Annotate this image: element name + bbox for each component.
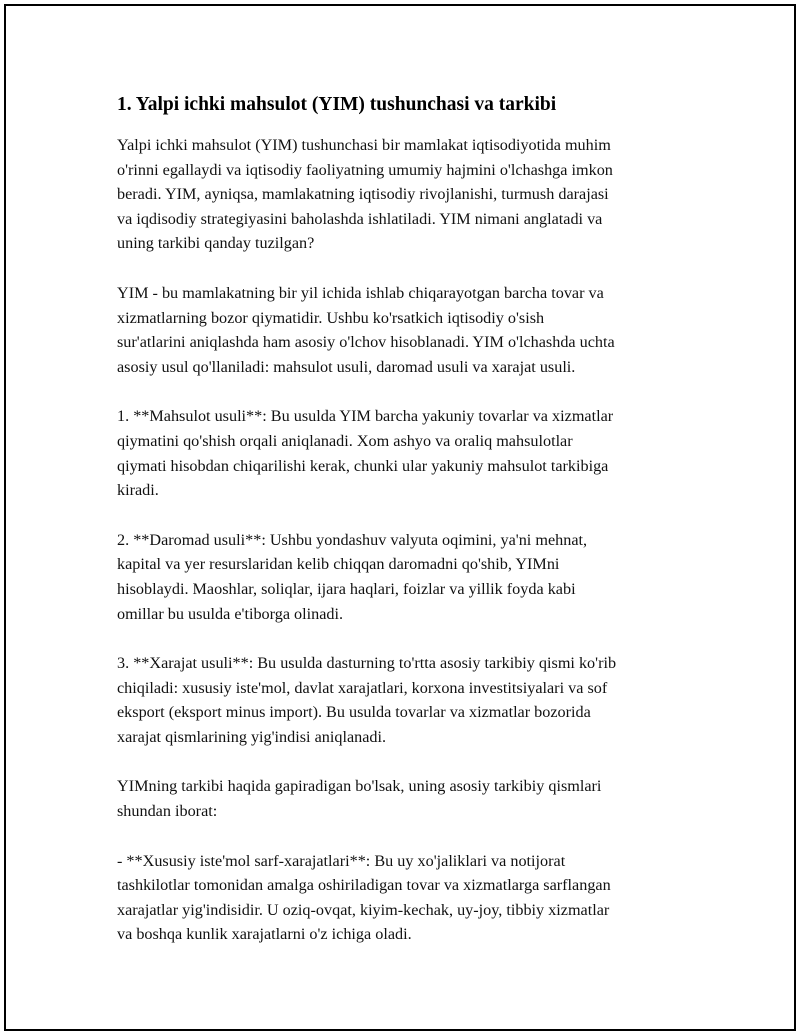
document-body: [117, 92, 687, 972]
section-heading: 1. Yalpi ichki mahsulot (YIM) tushunchasi va tarkibi: [117, 94, 557, 115]
paragraph-structure-intro: [117, 774, 687, 823]
text-line: chiqiladi: xususiy iste'mol, davlat xarajatlari, korxona investitsiyalari va sof: [117, 678, 608, 697]
text-line: sur'atlarini aniqlashda ham asosiy o'lchov hisoblanadi. YIM o'lchashda uchta: [117, 333, 615, 352]
text-line: 2. **Daromad usuli**: Ushbu yondashuv valyuta oqimini, ya'ni mehnat,: [117, 530, 588, 549]
text-line: uning tarkibi qanday tuzilgan?: [117, 234, 315, 253]
text-line: 1. **Mahsulot usuli**: Bu usulda YIM barcha yakuniy tovarlar va xizmatlar: [117, 407, 614, 426]
text-line: eksport (eksport minus import). Bu usulda tovarlar va xizmatlar bozorida: [117, 703, 591, 722]
text-line: YIM - bu mamlakatning bir yil ichida ishlab chiqarayotgan barcha tovar va: [117, 283, 604, 302]
paragraph-income-method: [117, 528, 687, 626]
text-line: tashkilotlar tomonidan amalga oshiriladigan tovar va xizmatlarga sarflangan: [117, 876, 611, 895]
text-line: va iqdisodiy strategiyasini baholashda ishlatiladi. YIM nimani anglatadi va: [117, 209, 603, 228]
text-line: kiradi.: [117, 481, 159, 500]
text-line: hisoblaydi. Maoshlar, soliqlar, ijara haqlari, foizlar va yillik foyda kabi: [117, 579, 576, 598]
text-line: asosiy usul qo'llaniladi: mahsulot usuli, daromad usuli va xarajat usuli.: [117, 357, 576, 376]
text-line: o'rinni egallaydi va iqtisodiy faoliyatning umumiy hajmini o'lchashga imkon: [117, 160, 613, 179]
text-line: xarajatlar yig'indisidir. U oziq-ovqat, kiyim-kechak, uy-joy, tibbiy xizmatlar: [117, 900, 610, 919]
text-line: xizmatlarning bozor qiymatidir. Ushbu ko'rsatkich iqtisodiy o'sish: [117, 308, 545, 327]
text-line: va boshqa kunlik xarajatlarni o'z ichiga oladi.: [117, 925, 412, 944]
paragraph-expenditure-method: [117, 651, 687, 749]
paragraph-definition: [117, 281, 687, 379]
text-line: qiymati hisobdan chiqarilishi kerak, chunki ular yakuniy mahsulot tarkibiga: [117, 456, 609, 475]
text-line: - **Xususiy iste'mol sarf-xarajatlari**: Bu uy xo'jaliklari va notijorat: [117, 851, 566, 870]
text-line: beradi. YIM, ayniqsa, mamlakatning iqtisodiy rivojlanishi, turmush darajasi: [117, 185, 609, 204]
text-line: YIMning tarkibi haqida gapiradigan bo'lsak, uning asosiy tarkibiy qismlari: [117, 777, 602, 796]
paragraph-product-method: [117, 404, 687, 502]
text-line: omillar bu usulda e'tiborga olinadi.: [117, 604, 344, 623]
text-line: Yalpi ichki mahsulot (YIM) tushunchasi bir mamlakat iqtisodiyotida muhim: [117, 136, 611, 154]
text-line: xarajat qismlarining yig'indisi aniqlanadi.: [117, 727, 387, 746]
paragraph-intro: [117, 133, 687, 256]
text-line: qiymatini qo'shish orqali aniqlanadi. Xom ashyo va oraliq mahsulotlar: [117, 431, 573, 450]
text-line: kapital va yer resurslaridan kelib chiqqan daromadni qo'shib, YIMni: [117, 555, 560, 574]
text-line: shundan iborat:: [117, 802, 218, 821]
paragraph-private-consumption: [117, 849, 687, 947]
text-line: 3. **Xarajat usuli**: Bu usulda dasturning to'rtta asosiy tarkibiy qismi ko'rib: [117, 654, 617, 673]
